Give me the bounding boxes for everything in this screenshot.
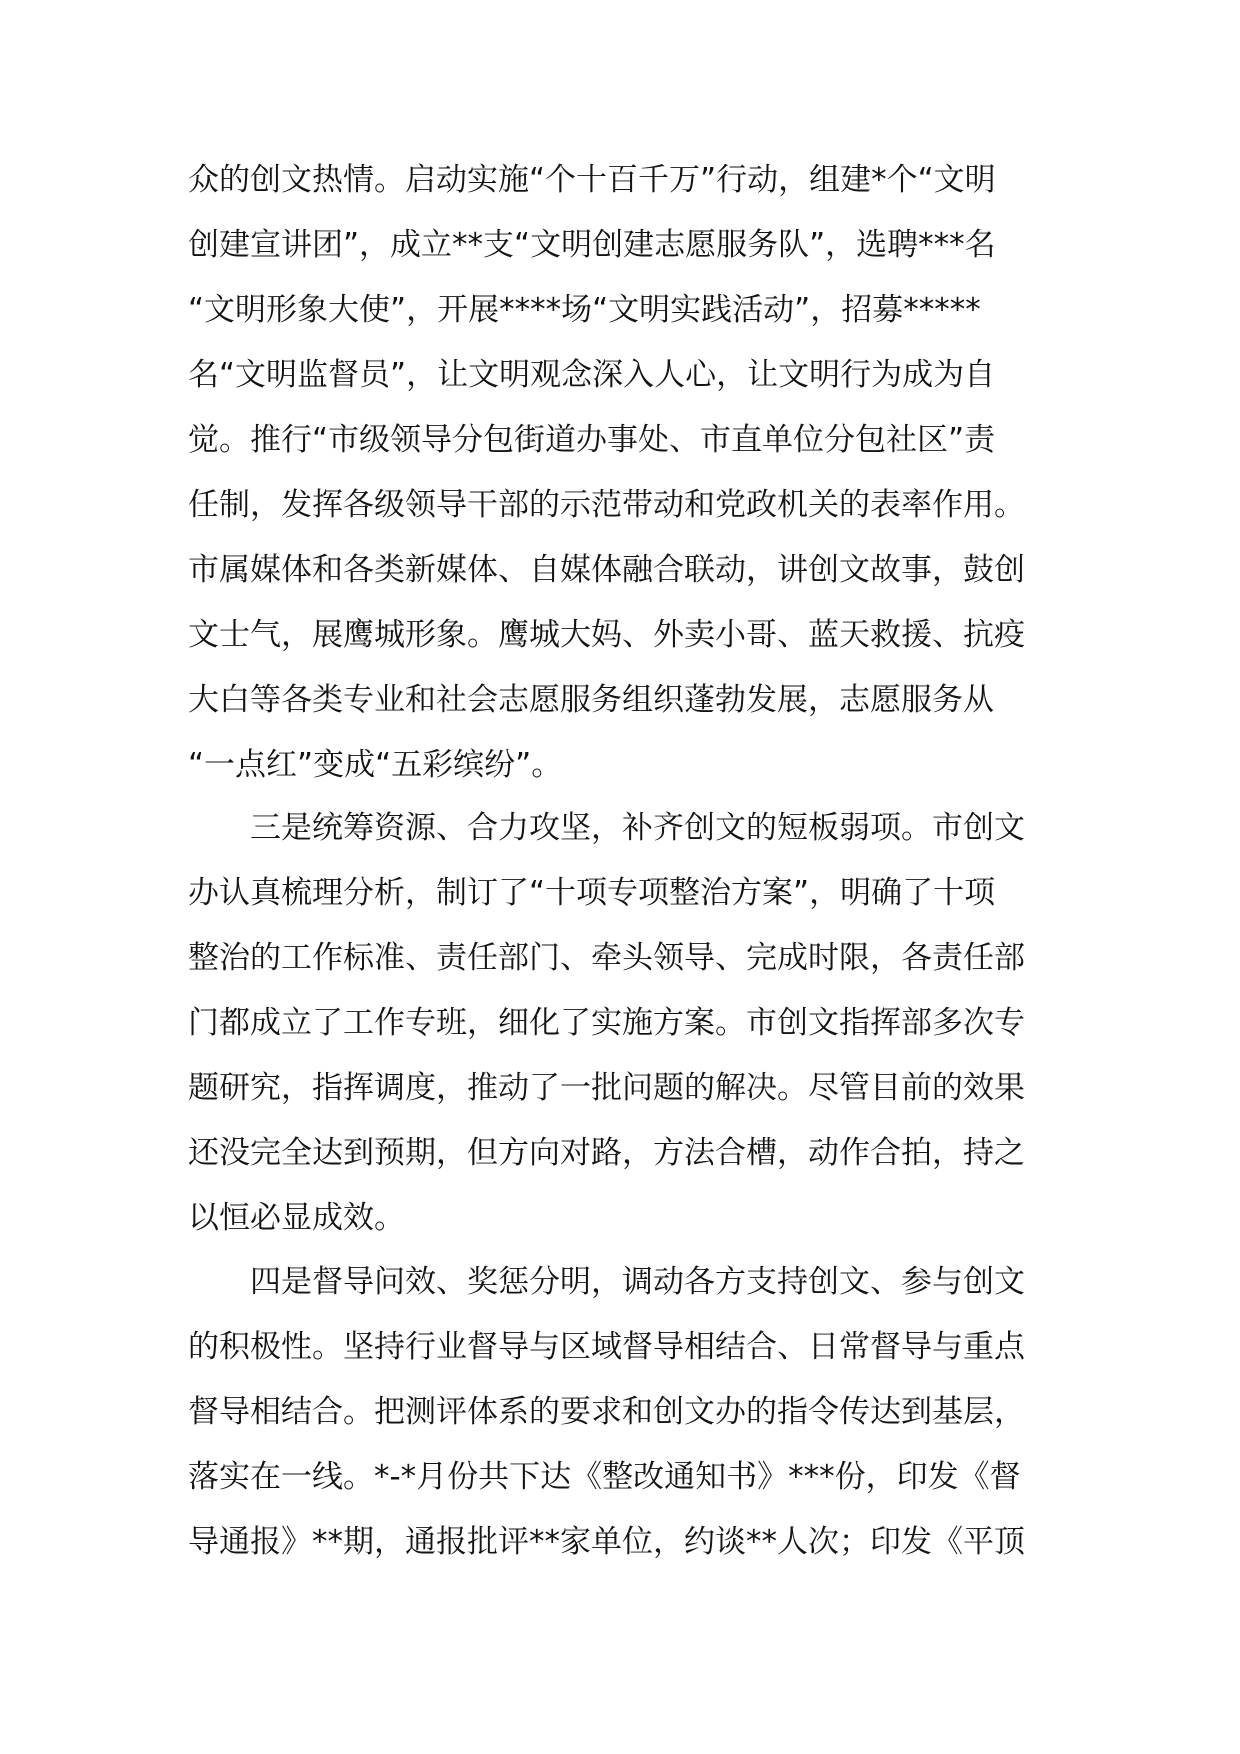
paragraph-four: [188, 1250, 1054, 1575]
text-line: 大白等各类专业和社会志愿服务组织蓬勃发展，志愿服务从: [188, 682, 994, 718]
text-line: 名“文明监督员”，让文明观念深入人心，让文明行为成为自: [188, 357, 996, 393]
text-line: 以恒必显成效。: [188, 1200, 405, 1236]
text-line: 的积极性。坚持行业督导与区域督导相结合、日常督导与重点: [188, 1329, 1025, 1365]
text-line: 督导相结合。把测评体系的要求和创文办的指令传达到基层，: [188, 1394, 1025, 1430]
text-line: 还没完全达到预期，但方向对路，方法合槽，动作合拍，持之: [188, 1135, 1025, 1171]
text-line: 导通报》**期，通报批评**家单位，约谈**人次；印发《平顶: [188, 1524, 1025, 1560]
text-line: 创建宣讲团”，成立**支“文明创建志愿服务队”，选聘***名: [188, 227, 996, 263]
text-line: 任制，发挥各级领导干部的示范带动和党政机关的表率作用。: [188, 487, 1025, 523]
text-line: 门都成立了工作专班，细化了实施方案。市创文指挥部多次专: [188, 1005, 1025, 1041]
text-line: 觉。推行“市级领导分包街道办事处、市直单位分包社区”责: [188, 422, 996, 458]
text-line: 市属媒体和各类新媒体、自媒体融合联动，讲创文故事，鼓创: [188, 552, 1025, 588]
paragraph-continued: [188, 148, 1054, 798]
text-line: 文士气，展鹰城形象。鹰城大妈、外卖小哥、蓝天救援、抗疫: [188, 617, 1025, 653]
text-line: 落实在一线。*-*月份共下达《整改通知书》***份，印发《督: [188, 1459, 1021, 1495]
text-line: “一点红”变成“五彩缤纷”。: [188, 747, 563, 783]
text-line: 三是统筹资源、合力攻坚，补齐创文的短板弱项。市创文: [250, 810, 1025, 846]
text-line: “文明形象大使”，开展****场“文明实践活动”，招募*****: [188, 292, 981, 328]
text-line: 众的创文热情。启动实施“个十百千万”行动，组建*个“文明: [188, 162, 996, 198]
paragraph-three: [188, 796, 1054, 1251]
text-line: 题研究，指挥调度，推动了一批问题的解决。尽管目前的效果: [188, 1070, 1025, 1106]
text-line: 整治的工作标准、责任部门、牵头领导、完成时限，各责任部: [188, 940, 1025, 976]
text-line: 办认真梳理分析，制订了“十项专项整治方案”，明确了十项: [188, 875, 996, 911]
text-line: 四是督导问效、奖惩分明，调动各方支持创文、参与创文: [250, 1264, 1025, 1300]
